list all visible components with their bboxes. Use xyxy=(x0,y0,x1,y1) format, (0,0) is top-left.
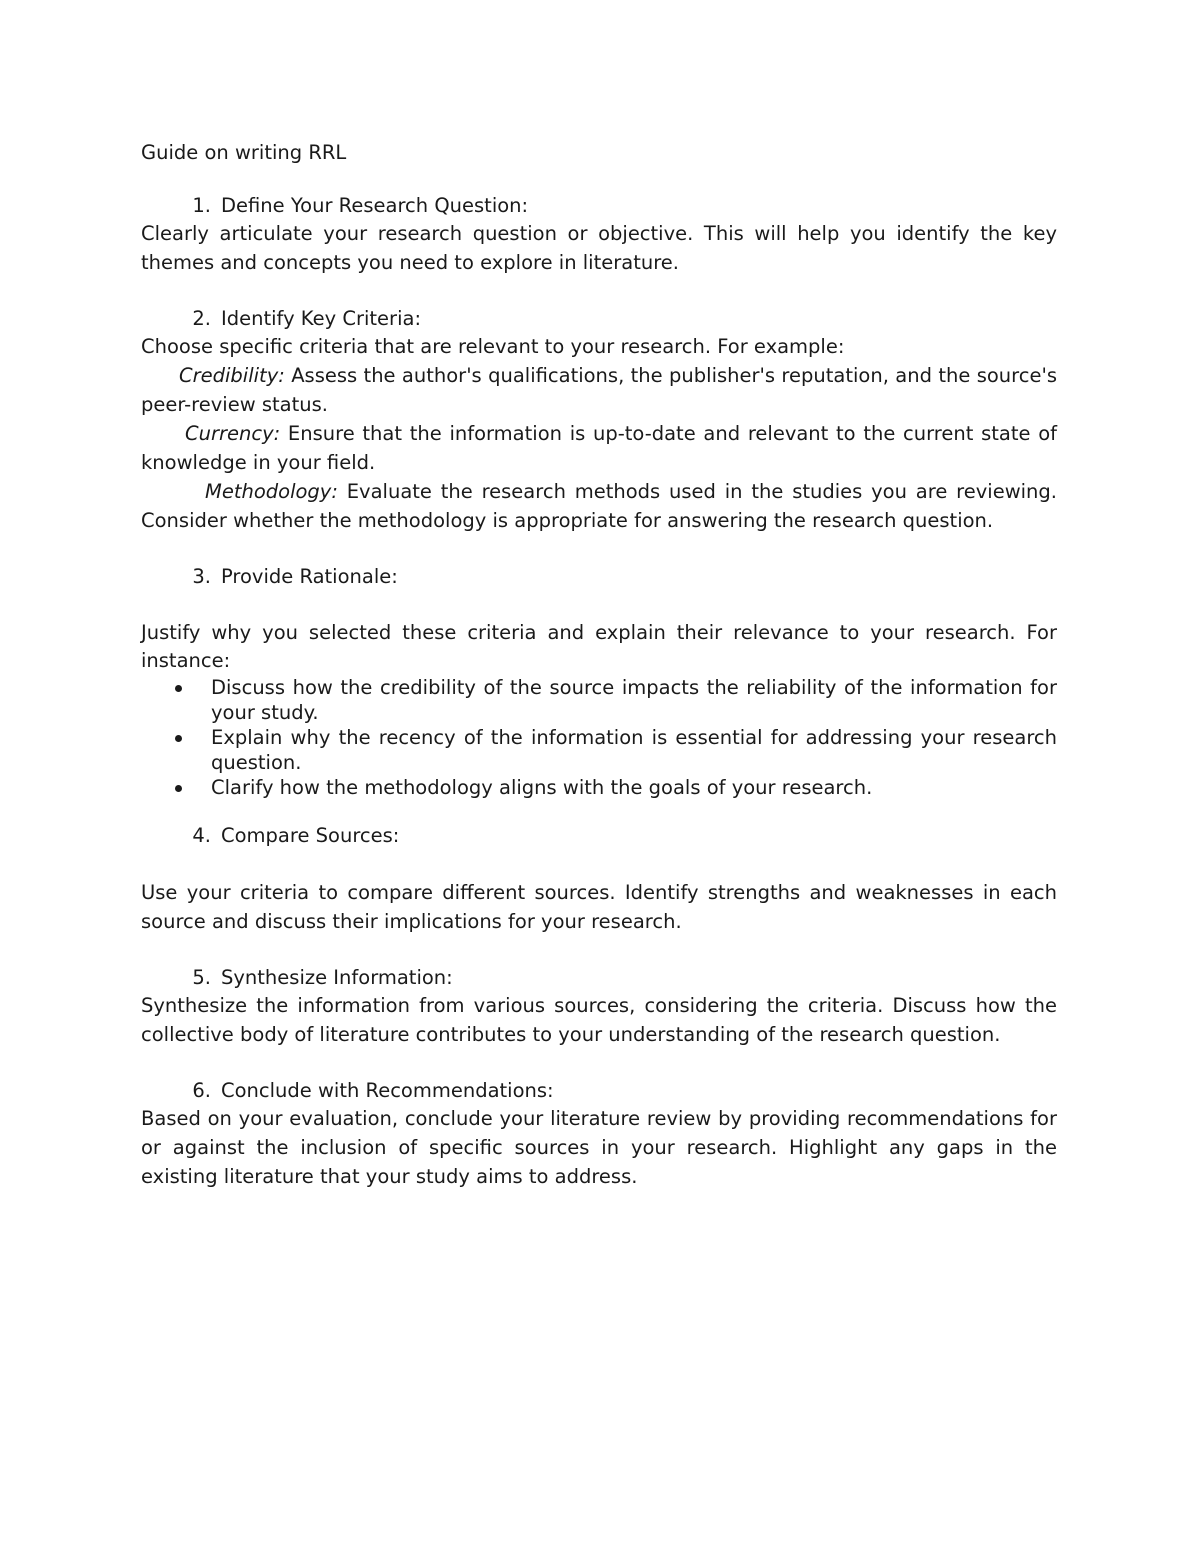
section-heading xyxy=(141,965,1057,991)
document-page xyxy=(141,138,1057,1191)
section-number: 2. xyxy=(192,307,211,330)
section-heading xyxy=(141,823,1057,849)
section-body: Justify why you selected these criteria and explain their relevance to your research. For instance: xyxy=(141,621,1057,672)
section-title: Provide Rationale: xyxy=(221,565,398,588)
section-number: 4. xyxy=(192,824,211,847)
document-title: Guide on writing RRL xyxy=(141,141,347,164)
criterion-methodology xyxy=(141,477,1057,535)
criterion-credibility xyxy=(141,361,1057,419)
section-heading xyxy=(141,193,1057,219)
section-body: Clearly articulate your research question or objective. This will help you identify the key themes and concepts you need to explore in literature. xyxy=(141,222,1057,274)
criterion-text: Ensure that the information is up-to-date and relevant to the current state of knowledge in your field. xyxy=(141,422,1057,474)
section-number: 5. xyxy=(192,966,211,989)
criterion-label: Currency: xyxy=(185,422,281,445)
section-title: Define Your Research Question: xyxy=(221,194,529,217)
list-item xyxy=(141,725,1057,775)
list-item-text: Clarify how the methodology aligns with the goals of your research. xyxy=(211,776,873,799)
criterion-text: Evaluate the research methods used in the studies you are reviewing. Consider whether the methodology is appropriate for answering the research question. xyxy=(141,480,1057,532)
section-body: Synthesize the information from various sources, considering the criteria. Discuss how the collective body of literature contributes to your understanding of the research question. xyxy=(141,994,1057,1046)
section-title: Conclude with Recommendations: xyxy=(221,1079,554,1102)
bullet-list xyxy=(141,675,1057,800)
section-heading xyxy=(141,1078,1057,1104)
section-number: 3. xyxy=(192,565,211,588)
criterion-label: Methodology: xyxy=(205,480,338,503)
criterion-label: Credibility: xyxy=(179,364,285,387)
section-heading xyxy=(141,564,1057,590)
section-number: 1. xyxy=(192,194,211,217)
section-title: Identify Key Criteria: xyxy=(221,307,422,330)
list-item-text: Discuss how the credibility of the source impacts the reliability of the information for your study. xyxy=(211,676,1057,724)
bullet-icon xyxy=(175,685,182,692)
section-title: Compare Sources: xyxy=(221,824,400,847)
section-body: Choose specific criteria that are relevant to your research. For example: xyxy=(141,335,845,358)
list-item-text: Explain why the recency of the information is essential for addressing your research question. xyxy=(211,726,1057,774)
bullet-icon xyxy=(175,785,182,792)
criterion-currency xyxy=(141,419,1057,477)
list-item xyxy=(141,675,1057,725)
criterion-text: Assess the author's qualifications, the publisher's reputation, and the source's peer-review status. xyxy=(141,364,1057,416)
section-number: 6. xyxy=(192,1079,211,1102)
section-body: Based on your evaluation, conclude your literature review by providing recommendations for or against the inclusion of specific sources in your research. Highlight any gaps in the existing literature that your study aims to address. xyxy=(141,1107,1057,1188)
bullet-icon xyxy=(175,735,182,742)
section-heading xyxy=(141,306,1057,332)
section-title: Synthesize Information: xyxy=(221,966,453,989)
section-body: Use your criteria to compare different sources. Identify strengths and weaknesses in each source and discuss their implications for your research. xyxy=(141,881,1057,933)
list-item xyxy=(141,775,1057,800)
